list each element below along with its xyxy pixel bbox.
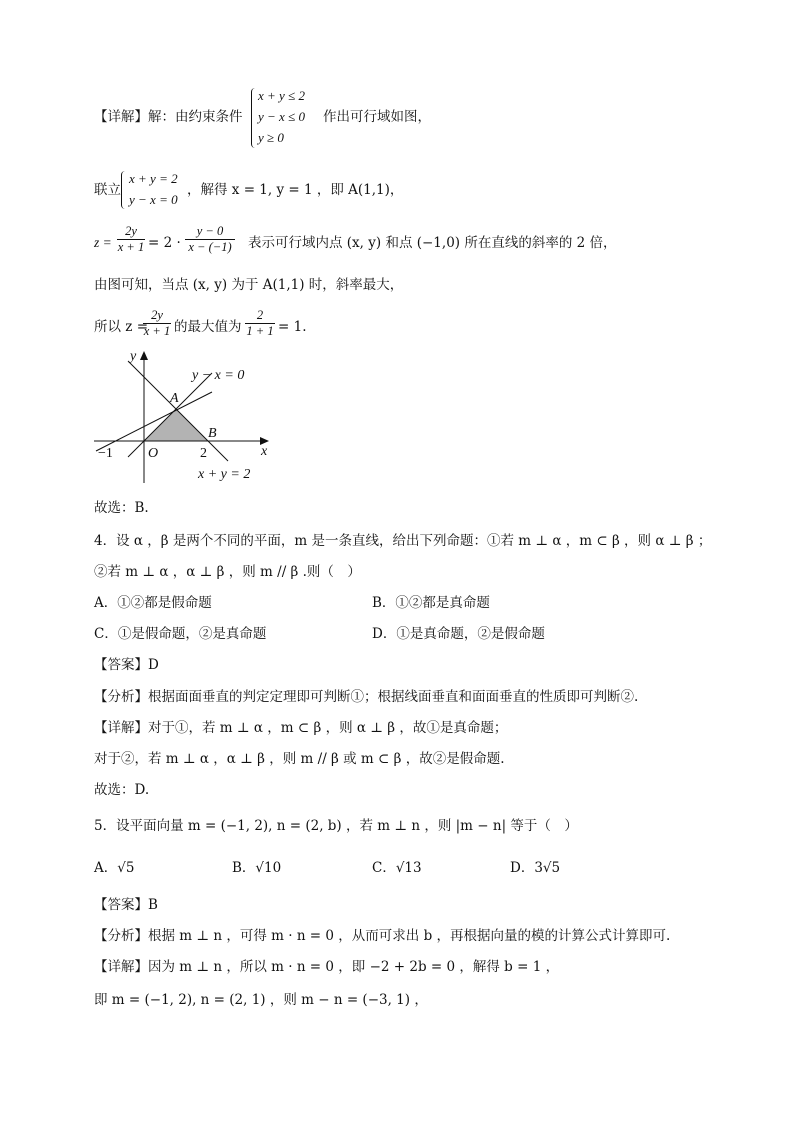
q4-stem-line1: 4．设 α ，β 是两个不同的平面，m 是一条直线，给出下列命题：①若 m ⊥ α ，m ⊂ β ，则 α ⊥ β ； [94,533,712,549]
frac-2y-over-x1: $\frac{2y}{x + 1}$ [117,224,145,254]
q4-detail2: 对于②，若 m ⊥ α ，α ⊥ β ，则 m // β 或 m ⊂ β ，故②是假命题. [94,751,505,767]
analysis-text: 根据面面垂直的判定定理即可判断①；根据线面垂直和面面垂直的性质即可判断②. [148,689,639,705]
q5-option-d: D．3√5 [510,860,561,876]
line-y-eq-x [128,373,212,457]
q4-answer [94,656,159,674]
q5-stem: 5．设平面向量 m = (−1, 2), n = (2, b) ，若 m ⊥ n ，则 |m − n| 等于（ ） [94,818,578,834]
q4-detail1 [94,719,507,737]
system2 [129,168,178,210]
q4-option-b: B．①②都是真命题 [372,595,490,611]
q3-line1-pre: 解：由约束条件 [148,109,243,125]
q4-option-d: D．①是真命题，②是假命题 [372,626,545,642]
frac-slope: $\frac{y - 0}{x - (-1)}$ [185,224,235,255]
label-O: O [148,446,159,461]
q4-stem-line2: ②若 m ⊥ α ，α ⊥ β ，则 m // β .则（ ） [94,564,361,580]
label-2: 2 [200,446,207,461]
q5-answer [94,896,158,914]
answer-value: D [148,657,159,673]
q3-line1-post: 作出可行域如图， [323,109,431,125]
constraint-1: x + y ≤ 2 [258,88,305,103]
line-through-neg1 [96,392,212,451]
analysis-tag: 【分析】 [94,928,148,944]
feasible-region-graph [88,343,288,488]
label-B: B [208,426,217,441]
q3-line5-mid: 的最大值为 [174,319,242,335]
label-A: A [170,391,179,406]
q3-line5-post: = 1. [278,319,307,335]
q4-option-c: C．①是假命题，②是真命题 [94,626,267,642]
constraint-3: y ≥ 0 [258,130,284,145]
constraint-system [258,85,305,148]
feasible-region [144,409,208,441]
equation-1: x + y = 2 [129,171,178,186]
q3-line3-post: 表示可行域内点 (x, y) 和点 (−1,0) 所在直线的斜率的 2 倍， [248,235,617,251]
detail-text: 因为 m ⊥ n ，所以 m · n = 0 ，即 −2 + 2b = 0 ，解得 b = 1 ， [148,959,560,975]
label-neg1: −1 [98,446,113,461]
q4-choose: 故选：D. [94,782,150,798]
constraint-brace [251,88,258,148]
q5-option-b: B．√10 [232,860,282,876]
system2-brace [121,171,128,209]
q3-line2-pre: 联立 [94,182,121,198]
q3-line3-z: z = [94,235,112,250]
label-x: x [261,444,268,459]
q3-detail-line1 [94,108,243,126]
analysis-tag: 【分析】 [94,689,148,705]
detail-tag: 【详解】 [94,109,148,125]
q3-line5-pre: 所以 z = [94,319,149,335]
label-line2: x + y = 2 [198,467,251,482]
detail-tag: 【详解】 [94,959,148,975]
label-y: y [130,349,137,364]
label-line1: y − x = 0 [192,368,245,383]
q4-analysis [94,688,638,706]
detail-tag: 【详解】 [94,720,148,736]
y-axis-arrow [140,351,148,360]
answer-tag: 【答案】 [94,897,148,913]
q3-line4: 由图可知，当点 (x, y) 为于 A(1,1) 时，斜率最大， [94,277,404,293]
answer-value: B [148,897,158,913]
q5-option-c: C．√13 [372,860,422,876]
q4-option-a: A．①②都是假命题 [94,595,212,611]
answer-tag: 【答案】 [94,657,148,673]
detail-text: 对于①，若 m ⊥ α ，m ⊂ β ，则 α ⊥ β ，故①是真命题； [148,720,508,736]
frac-2y-over-x1-b: $\frac{2y}{x + 1}$ [143,308,171,338]
q3-line2-post: ，解得 x = 1, y = 1 ，即 A(1,1)， [187,182,404,198]
q5-detail1 [94,958,559,976]
q5-option-a: A．√5 [94,860,135,876]
q5-analysis [94,927,670,945]
q5-detail2: 即 m = (−1, 2), n = (2, 1) ，则 m − n = (−3, 1) ， [94,992,428,1008]
equation-2: y − x = 0 [129,192,178,207]
q3-line3-mid: = 2 · [148,235,181,251]
q3-choose: 故选：B. [94,500,149,516]
analysis-text: 根据 m ⊥ n ，可得 m · n = 0 ，从而可求出 b ，再根据向量的模的计算公式计算即可. [148,928,671,944]
frac-max-value: $\frac{2}{1 + 1}$ [246,308,274,338]
constraint-2: y − x ≤ 0 [258,109,305,124]
